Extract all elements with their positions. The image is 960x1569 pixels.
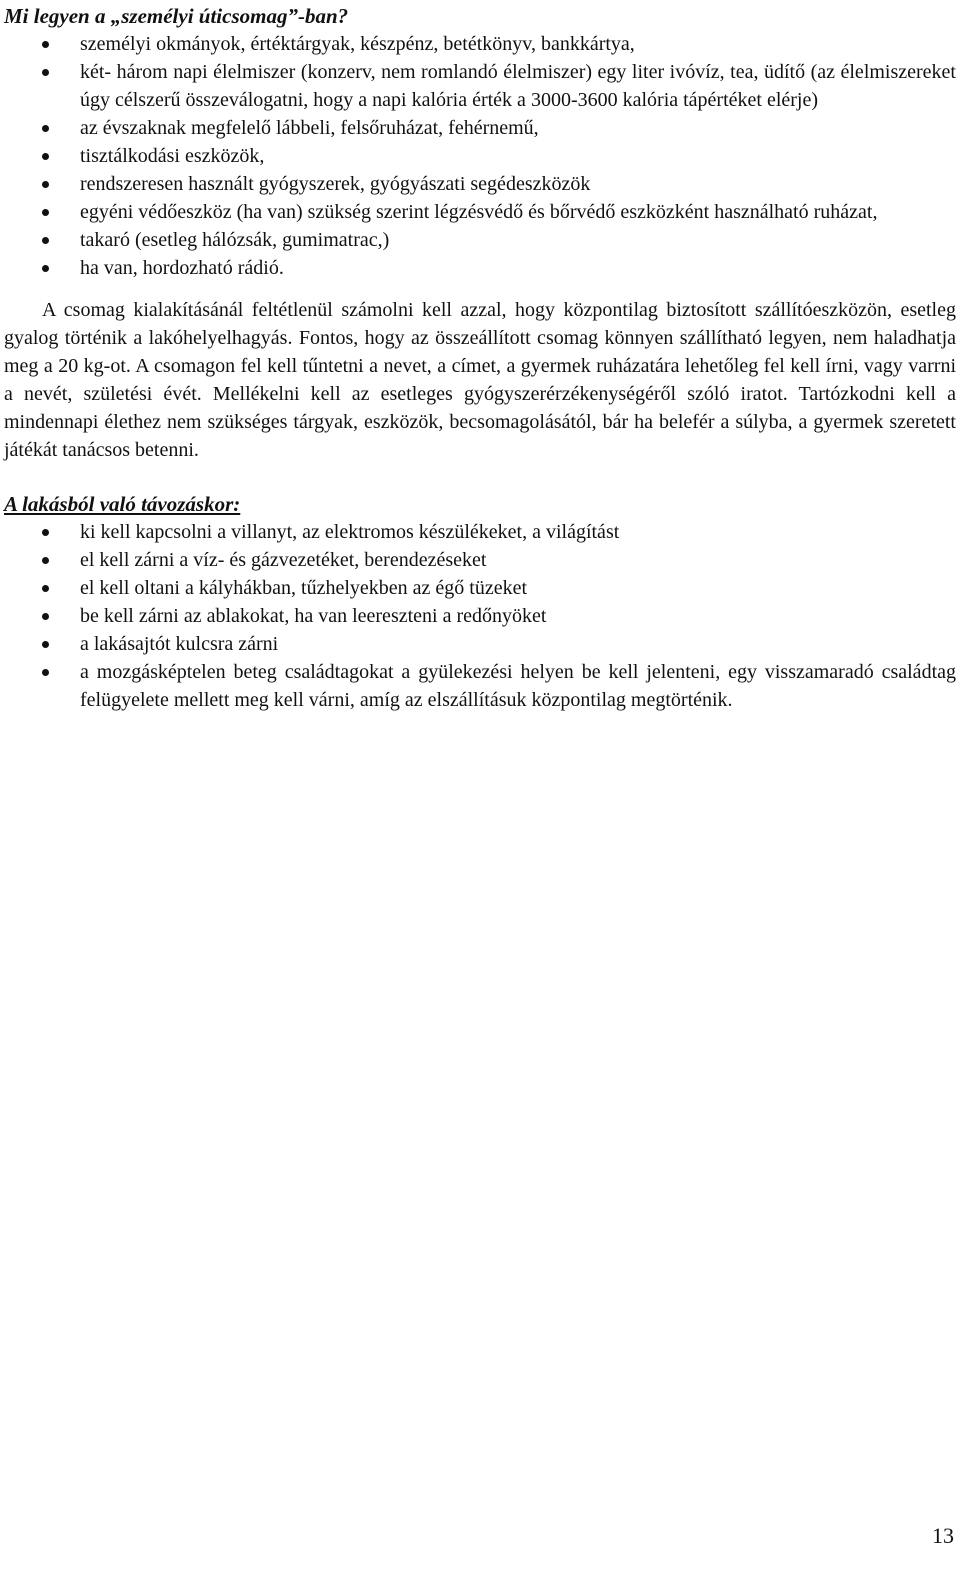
- list-item: tisztálkodási eszközök,: [4, 142, 956, 170]
- section-title-package: Mi legyen a „személyi úticsomag”-ban?: [4, 4, 349, 28]
- list-item: ha van, hordozható rádió.: [4, 254, 956, 282]
- package-items-list: [4, 30, 956, 282]
- list-item: el kell oltani a kályhákban, tűzhelyekben az égő tüzeket: [4, 574, 956, 602]
- list-item: a lakásajtót kulcsra zárni: [4, 630, 956, 658]
- list-item: az évszaknak megfelelő lábbeli, felsőruházat, fehérnemű,: [4, 114, 956, 142]
- document-page: [4, 0, 956, 714]
- leaving-items-list: [4, 518, 956, 714]
- page-number: 13: [932, 1523, 954, 1548]
- list-item: egyéni védőeszköz (ha van) szükség szerint légzésvédő és bőrvédő eszközként használható ruházat,: [4, 198, 956, 226]
- list-item: két- három napi élelmiszer (konzerv, nem romlandó élelmiszer) egy liter ivóvíz, tea, üdítő (az élelmiszereket úgy célszerű összeválogatni, hogy a napi kalória érték a 3000-3600 kalória tápértéket elérje): [4, 58, 956, 114]
- package-paragraph: A csomag kialakításánál feltétlenül számolni kell azzal, hogy központilag biztosított szállítóeszközön, esetleg gyalog történik a lakóhelyelhagyás. Fontos, hogy az összeállított csomag könnyen szállítható legyen, nem haladhatja meg a 20 kg-ot. A csomagon fel kell tűntetni a nevet, a címet, a gyermek ruházatára lehetőleg fel kell írni, vagy varrni a nevét, születési évét. Mellékelni kell az esetleges gyógyszerérzékenységéről szóló iratot. Tartózkodni kell a mindennapi élethez nem szükséges tárgyak, eszközök, becsomagolásától, bár ha belefér a súlyba, a gyermek szeretett játékát tanácsos betenni.: [4, 299, 956, 461]
- list-item: el kell zárni a víz- és gázvezetéket, berendezéseket: [4, 546, 956, 574]
- list-item: takaró (esetleg hálózsák, gumimatrac,): [4, 226, 956, 254]
- list-item: rendszeresen használt gyógyszerek, gyógyászati segédeszközök: [4, 170, 956, 198]
- section-title-leaving: A lakásból való távozáskor:: [4, 492, 241, 516]
- list-item: ki kell kapcsolni a villanyt, az elektromos készülékeket, a világítást: [4, 518, 956, 546]
- list-item: személyi okmányok, értéktárgyak, készpénz, betétkönyv, bankkártya,: [4, 30, 956, 58]
- list-item: be kell zárni az ablakokat, ha van leereszteni a redőnyöket: [4, 602, 956, 630]
- list-item: a mozgásképtelen beteg családtagokat a gyülekezési helyen be kell jelenteni, egy visszamaradó családtag felügyelete mellett meg kell várni, amíg az elszállításuk központilag megtörténik.: [4, 658, 956, 714]
